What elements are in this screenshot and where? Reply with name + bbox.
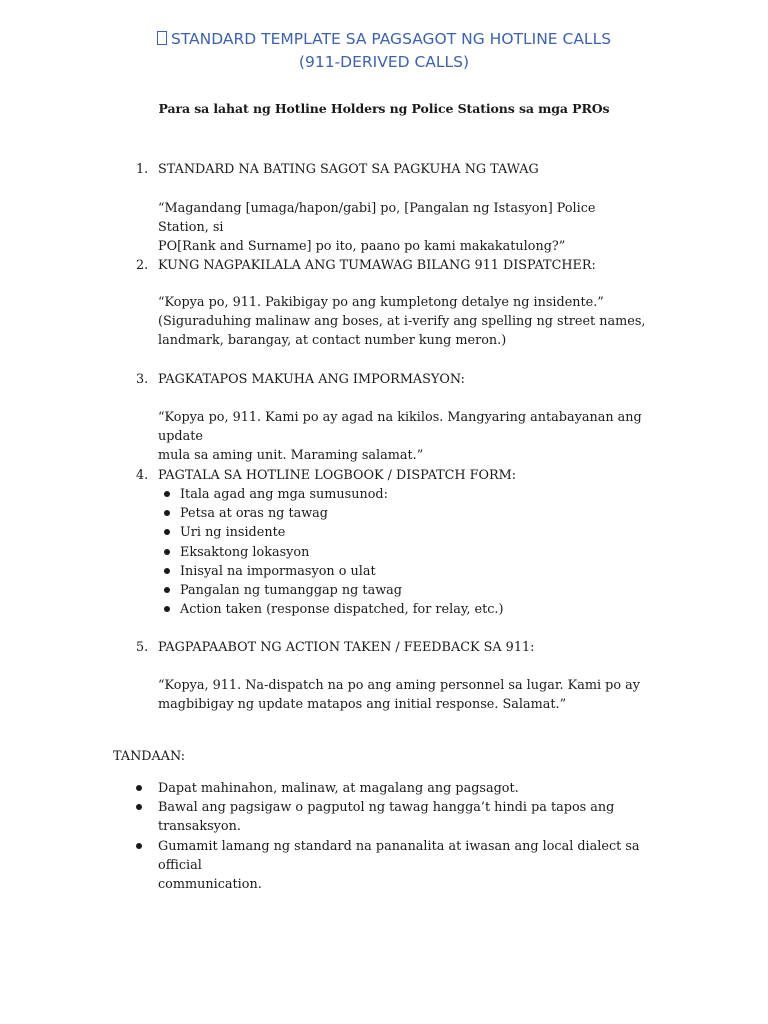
section-number: 5. xyxy=(136,640,149,655)
paragraph-line: magbibigay ng update matapos ang initial response. Salamat.” xyxy=(158,697,567,713)
section-number: 3. xyxy=(136,372,149,387)
list-item xyxy=(136,543,636,562)
list-item xyxy=(136,485,636,504)
notes-label: TANDAAN: xyxy=(113,749,186,764)
list-item xyxy=(136,600,636,619)
section-paragraph xyxy=(158,676,648,714)
bullet-icon xyxy=(164,529,170,535)
section-heading: PAGKATAPOS MAKUHA ANG IMPORMASYON: xyxy=(158,372,465,387)
bullet-icon xyxy=(164,491,170,497)
list-item xyxy=(136,562,636,581)
missing-glyph-icon xyxy=(157,31,167,45)
section-heading: STANDARD NA BATING SAGOT SA PAGKUHA NG TAWAG xyxy=(158,162,539,177)
bullet-icon xyxy=(164,568,170,574)
bullet-icon xyxy=(136,804,142,810)
notes-list xyxy=(136,779,656,894)
title-line-1-text: STANDARD TEMPLATE SA PAGSAGOT NG HOTLINE CALLS xyxy=(170,30,612,48)
list-item xyxy=(136,837,656,895)
list-item-text: Gumamit lamang ng standard na pananalita at iwasan ang local dialect sa official xyxy=(158,838,640,873)
paragraph-line: “Magandang [umaga/hapon/gabi] po, [Pangalan ng Istasyon] Police Station, si xyxy=(158,201,596,236)
section-number: 1. xyxy=(136,162,149,177)
document-title xyxy=(0,28,768,74)
list-item-text: Uri ng insidente xyxy=(180,525,286,541)
list-item-text: Itala agad ang mga sumusunod: xyxy=(180,487,388,502)
section-paragraph xyxy=(158,408,648,466)
list-item xyxy=(136,779,656,798)
paragraph-line: mula sa aming unit. Maraming salamat.” xyxy=(158,448,424,464)
list-item-text: Dapat mahinahon, malinaw, at magalang ang pagsagot. xyxy=(158,781,519,796)
list-item-text: Action taken (response dispatched, for relay, etc.) xyxy=(180,602,504,618)
bullet-icon xyxy=(164,510,170,516)
list-item xyxy=(136,798,656,836)
list-item xyxy=(136,504,636,523)
bullet-list xyxy=(136,485,636,619)
paragraph-line: “Kopya, 911. Na-dispatch na po ang aming personnel sa lugar. Kami po ay xyxy=(158,678,640,693)
bullet-icon xyxy=(164,587,170,593)
section-heading: PAGTALA SA HOTLINE LOGBOOK / DISPATCH FORM: xyxy=(158,468,517,483)
document-subtitle: Para sa lahat ng Hotline Holders ng Police Stations sa mga PROs xyxy=(158,101,610,116)
section-number: 2. xyxy=(136,258,149,273)
section-heading: PAGPAPAABOT NG ACTION TAKEN / FEEDBACK SA 911: xyxy=(158,640,535,655)
list-item-text: Eksaktong lokasyon xyxy=(180,544,310,560)
section-paragraph xyxy=(158,293,648,351)
section-paragraph xyxy=(158,199,648,257)
list-item xyxy=(136,581,636,600)
list-item-text: Petsa at oras ng tawag xyxy=(180,506,328,522)
paragraph-line: “Kopya po, 911. Kami po ay agad na kikilos. Mangyaring antabayanan ang update xyxy=(158,410,642,445)
title-line-1 xyxy=(0,28,768,51)
list-item-text: Bawal ang pagsigaw o pagputol ng tawag hangga’t hindi pa tapos ang transaksyon. xyxy=(158,800,615,835)
bullet-icon xyxy=(164,606,170,612)
list-item-text: Inisyal na impormasyon o ulat xyxy=(180,563,376,579)
bullet-icon xyxy=(136,785,142,791)
list-item-text-continued: communication. xyxy=(158,877,262,893)
paragraph-line: “Kopya po, 911. Pakibigay po ang kumpletong detalye ng insidente.” xyxy=(158,295,604,310)
paragraph-line: (Siguraduhing malinaw ang boses, at i-verify ang spelling ng street names, xyxy=(158,314,646,330)
section-number: 4. xyxy=(136,468,149,483)
title-line-2: (911-DERIVED CALLS) xyxy=(298,53,470,71)
section-heading: KUNG NAGPAKILALA ANG TUMAWAG BILANG 911 DISPATCHER: xyxy=(158,258,596,273)
list-item-text: Pangalan ng tumanggap ng tawag xyxy=(180,582,402,598)
bullet-icon xyxy=(164,549,170,555)
paragraph-line: PO[Rank and Surname] po ito, paano po kami makakatulong?” xyxy=(158,239,566,255)
paragraph-line: landmark, barangay, at contact number kung meron.) xyxy=(158,333,507,349)
list-item xyxy=(136,523,636,542)
bullet-icon xyxy=(136,843,142,849)
